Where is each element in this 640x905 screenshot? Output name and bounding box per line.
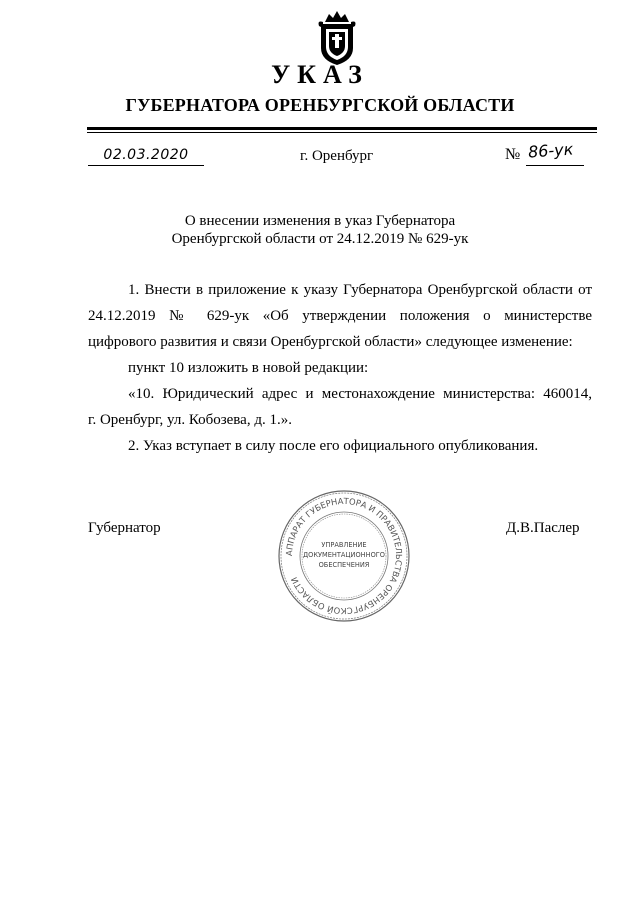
document-number: 86-ук — [527, 139, 574, 162]
date-underline — [88, 165, 204, 166]
header-rule-thick — [87, 127, 597, 130]
body-line-4: пункт 10 изложить в новой редакции: — [128, 360, 369, 376]
document-subtitle: ГУБЕРНАТОРА ОРЕНБУРГСКОЙ ОБЛАСТИ — [125, 95, 515, 115]
document-date: 02.03.2020 — [103, 147, 189, 163]
heading-line-1: О внесении изменения в указ Губернатора — [184, 213, 456, 229]
document-title: УКАЗ — [271, 60, 369, 89]
document-city: г. Оренбург — [300, 148, 374, 164]
header-rule-thin — [87, 132, 597, 133]
document-heading — [150, 212, 490, 248]
body-line-7: 2. Указ вступает в силу после его официального опубликования. — [128, 438, 539, 454]
body-line-3: цифрового развития и связи Оренбургской области» следующее изменение: — [88, 334, 573, 350]
heading-line-2: Оренбургской области от 24.12.2019 № 629-ук — [171, 231, 469, 247]
coat-of-arms-emblem — [315, 8, 359, 66]
body-line-5: «10. Юридический адрес и местонахождение министерства: 460014, — [128, 386, 592, 402]
seal-ring-text: АППАРАТ ГУБЕРНАТОРА И ПРАВИТЕЛЬСТВА ОРЕНБУРГСКОЙ ОБЛАСТИ — [283, 495, 405, 617]
seal-center-line-2: ДОКУМЕНТАЦИОННОГО — [303, 551, 385, 559]
signatory-name: Д.В.Паслер — [506, 520, 580, 536]
seal-center-line-1: УПРАВЛЕНИЕ — [321, 541, 367, 549]
number-underline — [526, 165, 584, 166]
number-sign: № — [505, 146, 521, 163]
official-seal — [276, 488, 412, 624]
body-line-1: 1. Внести в приложение к указу Губернатора Оренбургской области от — [128, 282, 592, 298]
body-line-6: г. Оренбург, ул. Кобозева, д. 1.». — [88, 412, 292, 428]
body-line-2: 24.12.2019 № 629-ук «Об утверждении положения о министерстве — [88, 308, 592, 324]
seal-center-line-3: ОБЕСПЕЧЕНИЯ — [318, 561, 370, 569]
signatory-position: Губернатор — [88, 520, 161, 536]
